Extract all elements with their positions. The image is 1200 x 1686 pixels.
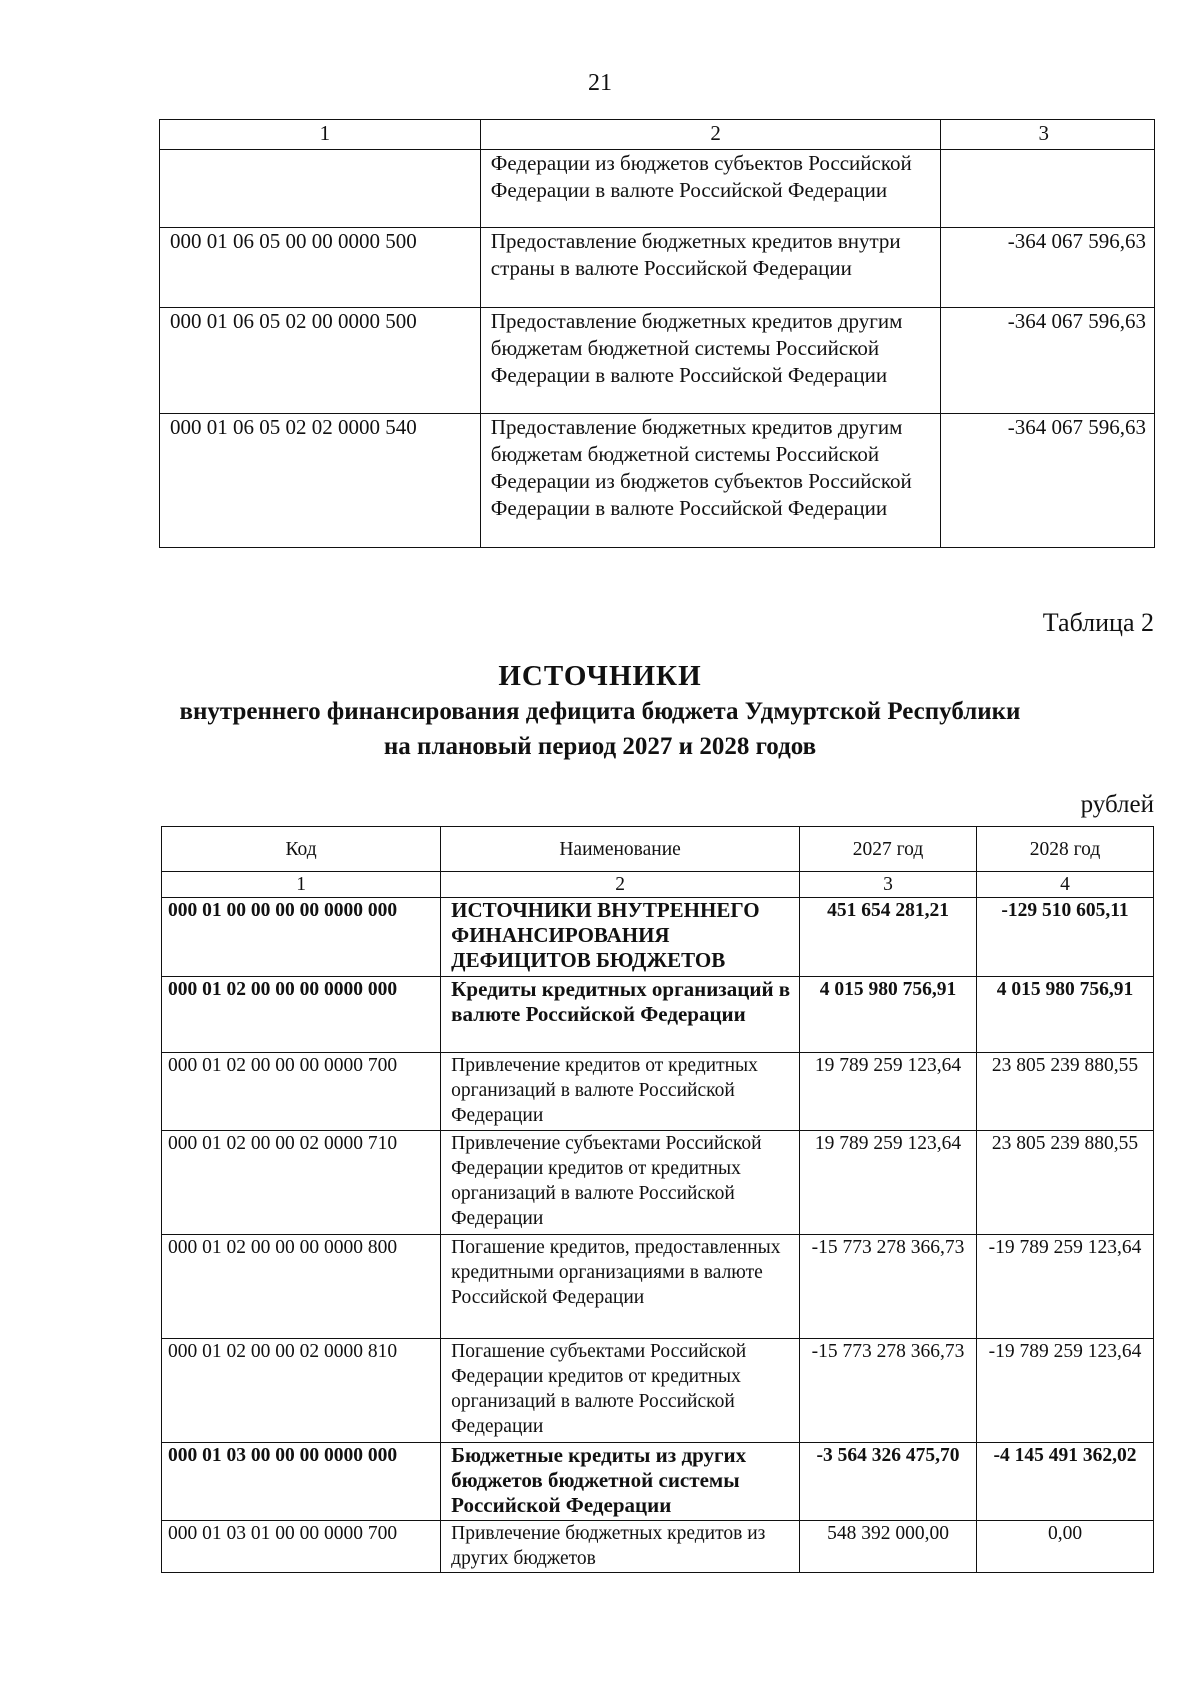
- row-value: -364 067 596,63: [941, 228, 1155, 308]
- table-row: [162, 1235, 1154, 1339]
- row-value-2028: 23 805 239 880,55: [977, 1053, 1154, 1131]
- table-row: [162, 1443, 1154, 1521]
- table-row: [160, 228, 1155, 308]
- row-value-2027: 19 789 259 123,64: [800, 1131, 977, 1235]
- column-header: 1: [160, 120, 481, 150]
- row-code: 000 01 00 00 00 00 0000 000: [162, 898, 441, 977]
- page-number: 21: [588, 70, 612, 96]
- row-code: 000 01 03 01 00 00 0000 700: [162, 1521, 441, 1573]
- table-header-row: [162, 827, 1154, 872]
- row-value-2028: -129 510 605,11: [977, 898, 1154, 977]
- column-header: 3: [941, 120, 1155, 150]
- continued-table: [159, 119, 1155, 548]
- row-code: 000 01 02 00 00 00 0000 700: [162, 1053, 441, 1131]
- column-header: 2028 год: [977, 827, 1154, 872]
- title-line-3: на плановый период 2027 и 2028 годов: [383, 733, 817, 760]
- document-title: [0, 658, 1200, 764]
- table-row: [162, 977, 1154, 1053]
- row-value-2027: 451 654 281,21: [800, 898, 977, 977]
- row-value-2028: -19 789 259 123,64: [977, 1235, 1154, 1339]
- table-label: Таблица 2: [1042, 608, 1154, 637]
- row-value-2027: -3 564 326 475,70: [800, 1443, 977, 1521]
- row-value: [941, 150, 1155, 228]
- column-index: 3: [800, 872, 977, 898]
- table-row: [160, 308, 1155, 414]
- row-code: 000 01 02 00 00 02 0000 710: [162, 1131, 441, 1235]
- table-row: [162, 1131, 1154, 1235]
- title-line-2: внутреннего финансирования дефицита бюджета Удмуртской Республики: [179, 698, 1021, 725]
- row-value-2028: -4 145 491 362,02: [977, 1443, 1154, 1521]
- row-code: 000 01 06 05 02 00 0000 500: [160, 308, 481, 414]
- column-index: 2: [441, 872, 800, 898]
- row-value-2027: -15 773 278 366,73: [800, 1235, 977, 1339]
- column-header: 2: [480, 120, 941, 150]
- column-index: 1: [162, 872, 441, 898]
- units-label: рублей: [1080, 791, 1154, 818]
- row-value-2027: 19 789 259 123,64: [800, 1053, 977, 1131]
- row-value: -364 067 596,63: [941, 414, 1155, 548]
- row-name: Кредиты кредитных организаций в валюте Российской Федерации: [441, 977, 800, 1053]
- table-row: [160, 414, 1155, 548]
- row-name: Федерации из бюджетов субъектов Российской Федерации в валюте Российской Федерации: [480, 150, 941, 228]
- row-name: ИСТОЧНИКИ ВНУТРЕННЕГО ФИНАНСИРОВАНИЯ ДЕФИЦИТОВ БЮДЖЕТОВ: [441, 898, 800, 977]
- row-name: Предоставление бюджетных кредитов внутри страны в валюте Российской Федерации: [480, 228, 941, 308]
- row-name: Предоставление бюджетных кредитов другим бюджетам бюджетной системы Российской Федерации из бюджетов субъектов Российской Федерации в валюте Российской Федерации: [480, 414, 941, 548]
- column-index-row: [162, 872, 1154, 898]
- row-value-2027: 4 015 980 756,91: [800, 977, 977, 1053]
- column-header: Наименование: [441, 827, 800, 872]
- sources-table: [161, 826, 1154, 1573]
- row-name: Предоставление бюджетных кредитов другим бюджетам бюджетной системы Российской Федерации в валюте Российской Федерации: [480, 308, 941, 414]
- row-code: [160, 150, 481, 228]
- row-code: 000 01 02 00 00 02 0000 810: [162, 1339, 441, 1443]
- row-code: 000 01 02 00 00 00 0000 800: [162, 1235, 441, 1339]
- table-row: [162, 1339, 1154, 1443]
- row-code: 000 01 06 05 02 02 0000 540: [160, 414, 481, 548]
- row-name: Погашение кредитов, предоставленных кредитными организациями в валюте Российской Федерации: [441, 1235, 800, 1339]
- column-header: Код: [162, 827, 441, 872]
- table-header-row: [160, 120, 1155, 150]
- row-name: Привлечение бюджетных кредитов из других бюджетов: [441, 1521, 800, 1573]
- row-name: Привлечение кредитов от кредитных организаций в валюте Российской Федерации: [441, 1053, 800, 1131]
- title-main: ИСТОЧНИКИ: [498, 660, 702, 692]
- table-row: [160, 150, 1155, 228]
- column-index: 4: [977, 872, 1154, 898]
- row-name: Бюджетные кредиты из других бюджетов бюджетной системы Российской Федерации: [441, 1443, 800, 1521]
- row-value-2027: -15 773 278 366,73: [800, 1339, 977, 1443]
- table-row: [162, 1521, 1154, 1573]
- row-name: Погашение субъектами Российской Федерации кредитов от кредитных организаций в валюте Российской Федерации: [441, 1339, 800, 1443]
- row-value-2027: 548 392 000,00: [800, 1521, 977, 1573]
- row-value-2028: 23 805 239 880,55: [977, 1131, 1154, 1235]
- row-name: Привлечение субъектами Российской Федерации кредитов от кредитных организаций в валюте Российской Федерации: [441, 1131, 800, 1235]
- row-value-2028: 4 015 980 756,91: [977, 977, 1154, 1053]
- table-row: [162, 898, 1154, 977]
- row-code: 000 01 03 00 00 00 0000 000: [162, 1443, 441, 1521]
- table-row: [162, 1053, 1154, 1131]
- row-code: 000 01 02 00 00 00 0000 000: [162, 977, 441, 1053]
- column-header: 2027 год: [800, 827, 977, 872]
- row-code: 000 01 06 05 00 00 0000 500: [160, 228, 481, 308]
- row-value-2028: 0,00: [977, 1521, 1154, 1573]
- row-value-2028: -19 789 259 123,64: [977, 1339, 1154, 1443]
- row-value: -364 067 596,63: [941, 308, 1155, 414]
